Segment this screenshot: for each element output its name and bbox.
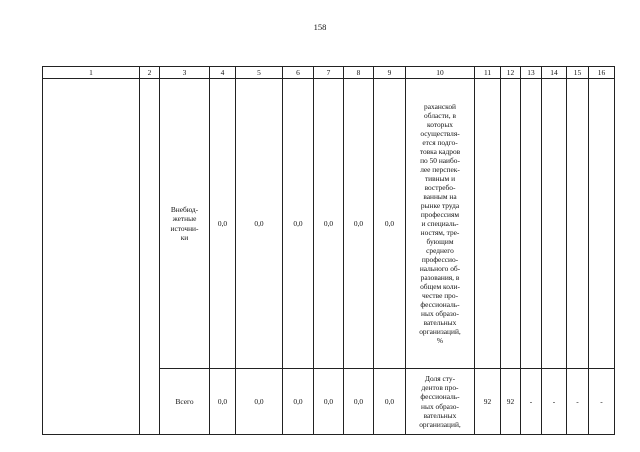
value-cell: 0,0 <box>210 369 236 435</box>
value-cell: 0,0 <box>344 369 374 435</box>
column-header: 2 <box>140 67 160 79</box>
value-cell: 0,0 <box>374 369 406 435</box>
value-cell: 0,0 <box>236 369 283 435</box>
table-cell <box>521 79 542 369</box>
page-number: 158 <box>313 22 327 32</box>
table-cell <box>567 79 589 369</box>
column-header: 7 <box>314 67 344 79</box>
column-header: 13 <box>521 67 542 79</box>
table-cell: 92 <box>501 369 521 435</box>
table-cell: - <box>567 369 589 435</box>
value-cell: 0,0 <box>236 79 283 369</box>
column-header: 5 <box>236 67 283 79</box>
table-cell: - <box>589 369 615 435</box>
table-row <box>43 79 615 369</box>
value-cell: 0,0 <box>314 79 344 369</box>
column-header: 11 <box>475 67 501 79</box>
column-header: 10 <box>406 67 475 79</box>
column-header: 15 <box>567 67 589 79</box>
column-header: 8 <box>344 67 374 79</box>
table-cell <box>140 79 160 435</box>
column-header: 3 <box>160 67 210 79</box>
indicator-text-cell: Доля сту- дентов про- фессиональ- ных образо- вательных организаций, <box>406 369 475 435</box>
column-header: 14 <box>542 67 567 79</box>
column-header: 9 <box>374 67 406 79</box>
header-row <box>43 67 615 79</box>
value-cell: 0,0 <box>374 79 406 369</box>
value-cell: 0,0 <box>314 369 344 435</box>
table-cell <box>43 79 140 435</box>
funding-source-cell: Всего <box>160 369 210 435</box>
table-cell <box>501 79 521 369</box>
column-header: 6 <box>283 67 314 79</box>
column-header: 1 <box>43 67 140 79</box>
column-header: 16 <box>589 67 615 79</box>
table-cell: - <box>542 369 567 435</box>
table-cell <box>589 79 615 369</box>
column-header: 4 <box>210 67 236 79</box>
value-cell: 0,0 <box>210 79 236 369</box>
data-table <box>42 66 615 435</box>
funding-source-cell: Внебюд- жетные источни- ки <box>160 79 210 369</box>
indicator-text-cell: раханской области, в которых осуществля- ется подго- товка кадров по 50 наибо- лее перспек- тивным и востребо- ванным на рынке труда профессиям и специаль- ностям, тре- бующим среднего профессио- нального об- разования, в общем коли- честве про- фессиональ- ных образо- вательных организаций, % <box>406 79 475 369</box>
table-cell: - <box>521 369 542 435</box>
column-header: 12 <box>501 67 521 79</box>
table-cell: 92 <box>475 369 501 435</box>
table-cell <box>542 79 567 369</box>
value-cell: 0,0 <box>283 79 314 369</box>
value-cell: 0,0 <box>283 369 314 435</box>
value-cell: 0,0 <box>344 79 374 369</box>
table-cell <box>475 79 501 369</box>
